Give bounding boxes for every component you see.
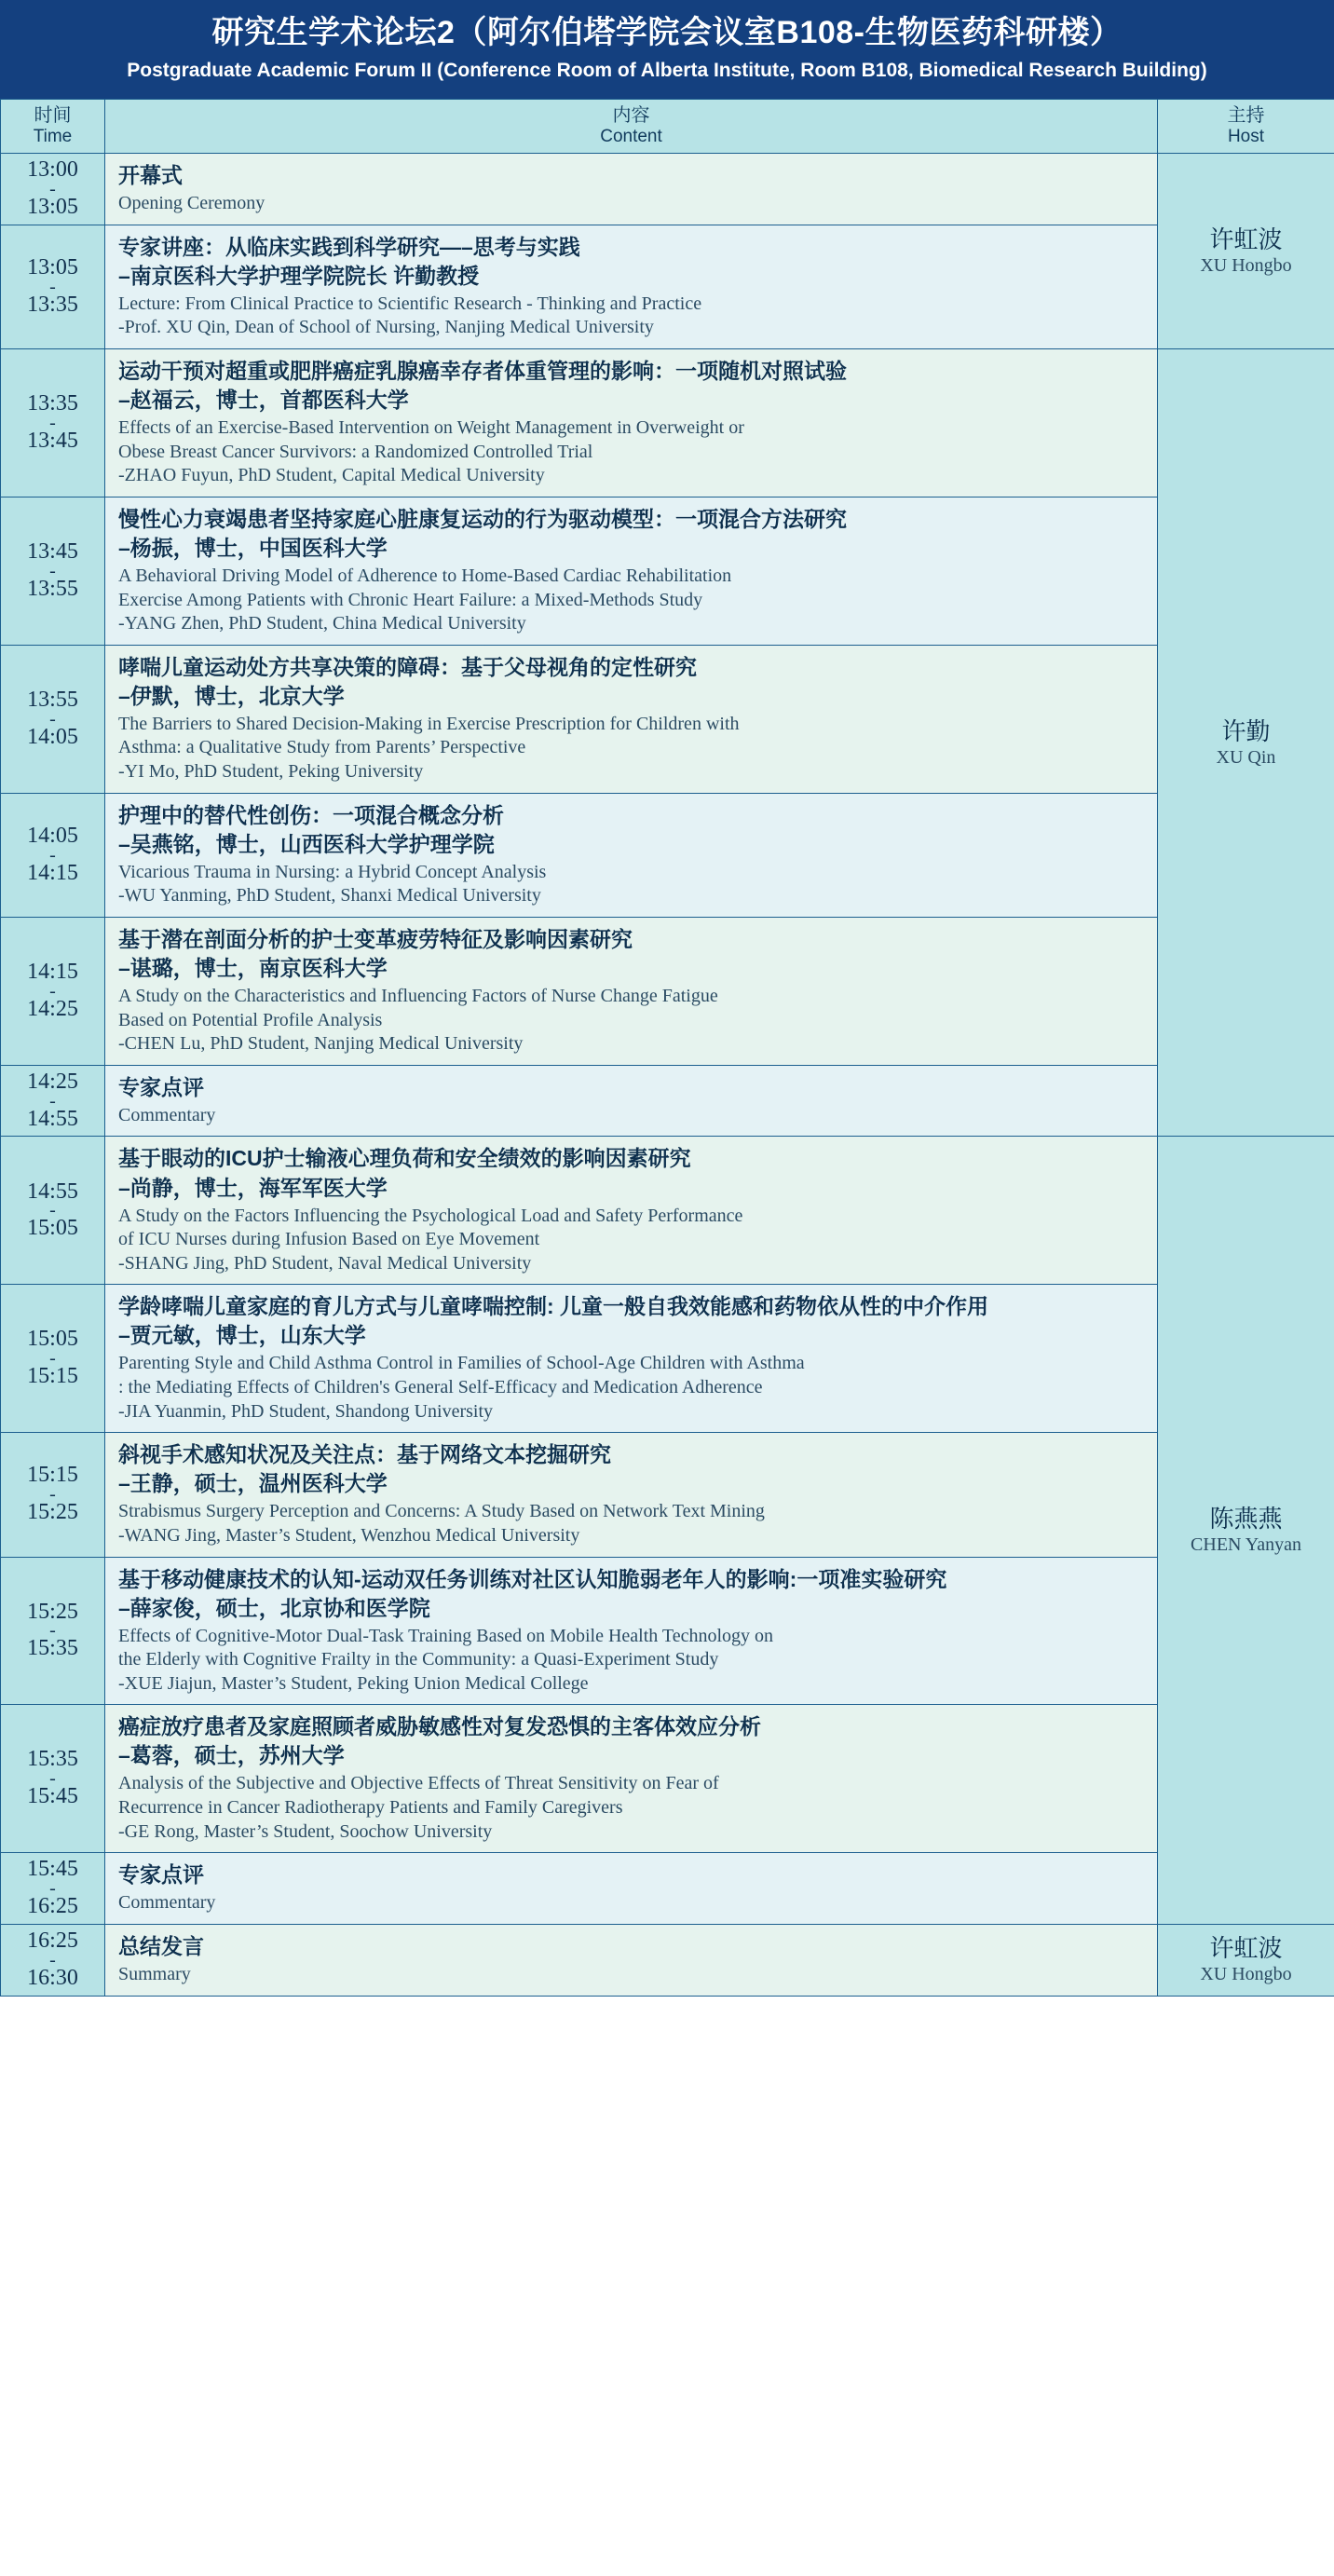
session-title-cn: 基于眼动的ICU护士输液心理负荷和安全绩效的影响因素研究	[118, 1146, 691, 1171]
session-title-cn: 慢性心力衰竭患者坚持家庭心脏康复运动的行为驱动模型：一项混合方法研究	[118, 506, 847, 531]
column-header-content-cn: 内容	[612, 105, 650, 127]
agenda-row	[1, 1705, 1334, 1853]
session-start-time: 15:05	[27, 1327, 78, 1352]
session-speaker-cn: –薛家俊，硕士，北京协和医学院	[118, 1595, 430, 1620]
session-speaker-cn: –葛蓉，硕士，苏州大学	[118, 1743, 345, 1768]
time-separator: -	[49, 1949, 56, 1970]
session-title-cn: 斜视手术感知状况及关注点：基于网络文本挖掘研究	[118, 1442, 611, 1467]
session-end-time: 15:15	[27, 1364, 78, 1389]
time-separator: -	[49, 1090, 56, 1111]
page-title-en: Postgraduate Academic Forum II (Conference Room of Alberta Institute, Room B108, Biomedical Research Building)	[127, 60, 1207, 82]
agenda-row	[1, 1853, 1334, 1925]
column-header-content-en: Content	[600, 127, 662, 147]
agenda-table	[0, 99, 1334, 1996]
session-title-en: Effects of Cognitive-Motor Dual-Task Training Based on Mobile Health Technology on	[118, 1625, 774, 1646]
session-title-cn: 运动干预对超重或肥胖癌症乳腺癌幸存者体重管理的影响：一项随机对照试验	[118, 359, 847, 384]
session-end-time: 16:30	[27, 1965, 78, 1990]
session-content	[105, 645, 1158, 793]
session-content	[105, 154, 1158, 225]
column-header-host-cn: 主持	[1227, 105, 1265, 127]
time-separator: -	[49, 178, 56, 199]
session-title-en: Opening Ceremony	[118, 193, 265, 214]
session-host	[1158, 1137, 1334, 1924]
session-host	[1158, 154, 1334, 349]
session-host	[1158, 349, 1334, 1137]
session-title-cn: 基于移动健康技术的认知-运动双任务训练对社区认知脆弱老年人的影响:一项准实验研究	[118, 1566, 947, 1591]
session-time	[1, 917, 105, 1065]
session-time	[1, 1065, 105, 1137]
session-content	[105, 1065, 1158, 1137]
session-speaker-en: -WU Yanming, PhD Student, Shanxi Medical University	[118, 885, 541, 906]
session-start-time: 13:45	[27, 538, 78, 564]
session-title-cn: 开幕式	[118, 163, 183, 188]
session-content	[105, 1285, 1158, 1433]
time-separator: -	[49, 708, 56, 729]
session-speaker-en: -ZHAO Fuyun, PhD Student, Capital Medical University	[118, 465, 545, 486]
session-speaker-cn: –杨振，博士，中国医科大学	[118, 535, 388, 560]
session-title-en: Strabismus Surgery Perception and Concerns: A Study Based on Network Text Mining	[118, 1501, 765, 1522]
session-end-time: 15:35	[27, 1636, 78, 1661]
session-title-en: The Barriers to Shared Decision-Making in Exercise Prescription for Children with	[118, 713, 740, 734]
session-title-en: Asthma: a Qualitative Study from Parents’ Perspective	[118, 737, 526, 758]
session-content	[105, 793, 1158, 917]
session-start-time: 15:25	[27, 1599, 78, 1624]
session-speaker-en: -YI Mo, PhD Student, Peking University	[118, 761, 424, 783]
session-start-time: 15:15	[27, 1463, 78, 1488]
session-title-en: Analysis of the Subjective and Objective Effects of Threat Sensitivity on Fear of	[118, 1773, 719, 1794]
session-speaker-en: -XUE Jiajun, Master’s Student, Peking Union Medical College	[118, 1672, 589, 1694]
session-content	[105, 1137, 1158, 1285]
session-title-en: Based on Potential Profile Analysis	[118, 1009, 383, 1030]
agenda-row	[1, 1433, 1334, 1557]
host-name-en: XU Hongbo	[1200, 255, 1292, 277]
session-start-time: 14:15	[27, 959, 78, 984]
session-content	[105, 1557, 1158, 1705]
session-time	[1, 1705, 105, 1853]
host-name-en: XU Hongbo	[1200, 1964, 1292, 1985]
session-title-cn: 护理中的替代性创伤：一项混合概念分析	[118, 802, 504, 827]
session-title-en: Obese Breast Cancer Survivors: a Randomized Controlled Trial	[118, 441, 593, 462]
time-separator: -	[49, 1878, 56, 1900]
session-title-en: Parenting Style and Child Asthma Control in Families of School-Age Children with Asthma	[118, 1353, 805, 1374]
page-title-cn: 研究生学术论坛2（阿尔伯塔学院会议室B108-生物医药科研楼）	[211, 15, 1123, 50]
column-header-time	[1, 100, 105, 154]
session-end-time: 14:55	[27, 1106, 78, 1131]
session-title-en: A Study on the Factors Influencing the Psychological Load and Safety Performance	[118, 1205, 743, 1226]
session-start-time: 14:55	[27, 1179, 78, 1204]
column-header-host-en: Host	[1227, 127, 1265, 147]
session-speaker-cn: –南京医科大学护理学院院长 许勤教授	[118, 263, 480, 288]
session-start-time: 13:00	[27, 157, 78, 183]
session-end-time: 13:35	[27, 292, 78, 317]
session-end-time: 15:05	[27, 1216, 78, 1241]
session-end-time: 14:25	[27, 996, 78, 1021]
time-separator: -	[49, 276, 56, 297]
host-name-cn: 许虹波	[1209, 225, 1283, 253]
session-end-time: 16:25	[27, 1894, 78, 1919]
session-time	[1, 1853, 105, 1925]
agenda-row	[1, 1557, 1334, 1705]
time-separator: -	[49, 1484, 56, 1506]
session-end-time: 13:45	[27, 428, 78, 453]
session-content	[105, 225, 1158, 348]
session-title-en: A Study on the Characteristics and Influencing Factors of Nurse Change Fatigue	[118, 986, 718, 1007]
session-speaker-en: -JIA Yuanmin, PhD Student, Shandong University	[118, 1400, 494, 1422]
session-time	[1, 1924, 105, 1996]
session-host	[1158, 1924, 1334, 1996]
session-title-en: Summary	[118, 1963, 191, 1984]
page-header	[0, 0, 1334, 99]
time-separator: -	[49, 980, 56, 1002]
session-time	[1, 645, 105, 793]
session-speaker-cn: –谌璐，博士，南京医科大学	[118, 956, 388, 980]
session-start-time: 13:35	[27, 391, 78, 416]
session-speaker-en: -WANG Jing, Master’s Student, Wenzhou Medical University	[118, 1524, 580, 1546]
session-title-en: Commentary	[118, 1104, 216, 1125]
session-content	[105, 1924, 1158, 1996]
session-title-en: Lecture: From Clinical Practice to Scientific Research - Thinking and Practice	[118, 293, 702, 314]
session-title-en: Exercise Among Patients with Chronic Heart Failure: a Mixed-Methods Study	[118, 589, 703, 610]
session-title-cn: 哮喘儿童运动处方共享决策的障碍：基于父母视角的定性研究	[118, 654, 697, 679]
session-end-time: 15:25	[27, 1500, 78, 1525]
agenda-row	[1, 349, 1334, 497]
time-separator: -	[49, 844, 56, 865]
time-separator: -	[49, 1200, 56, 1221]
agenda-row	[1, 225, 1334, 348]
session-title-en: Recurrence in Cancer Radiotherapy Patients and Family Caregivers	[118, 1797, 623, 1819]
session-title-en: Commentary	[118, 1892, 216, 1914]
session-content	[105, 1853, 1158, 1925]
session-speaker-cn: –吴燕铭，博士，山西医科大学护理学院	[118, 831, 495, 856]
session-time	[1, 225, 105, 348]
session-content	[105, 349, 1158, 497]
session-end-time: 13:05	[27, 194, 78, 219]
agenda-row	[1, 154, 1334, 225]
session-content	[105, 917, 1158, 1065]
agenda-row	[1, 1924, 1334, 1996]
session-start-time: 13:05	[27, 255, 78, 279]
column-header-host	[1158, 100, 1334, 154]
agenda-row	[1, 1065, 1334, 1137]
session-speaker-en: -SHANG Jing, PhD Student, Naval Medical University	[118, 1252, 532, 1274]
session-title-cn: 总结发言	[118, 1933, 204, 1958]
column-header-time-cn: 时间	[34, 105, 72, 127]
session-start-time: 13:55	[27, 687, 78, 712]
session-title-cn: 基于潜在剖面分析的护士变革疲劳特征及影响因素研究	[118, 926, 633, 951]
session-start-time: 15:45	[27, 1857, 78, 1882]
session-speaker-cn: –尚静，博士，海军军医大学	[118, 1175, 388, 1200]
time-separator: -	[49, 412, 56, 433]
session-speaker-en: -CHEN Lu, PhD Student, Nanjing Medical University	[118, 1033, 524, 1055]
session-end-time: 14:05	[27, 724, 78, 749]
session-start-time: 14:25	[27, 1069, 78, 1094]
session-title-en: of ICU Nurses during Infusion Based on Eye Movement	[118, 1229, 540, 1250]
session-speaker-cn: –赵福云，博士，首都医科大学	[118, 388, 409, 413]
host-name-en: CHEN Yanyan	[1191, 1534, 1301, 1556]
session-time	[1, 1433, 105, 1557]
session-start-time: 15:35	[27, 1747, 78, 1772]
agenda-row	[1, 497, 1334, 645]
time-separator: -	[49, 1620, 56, 1642]
session-end-time: 13:55	[27, 576, 78, 601]
session-speaker-en: -Prof. XU Qin, Dean of School of Nursing, Nanjing Medical University	[118, 317, 654, 338]
agenda-row	[1, 1285, 1334, 1433]
session-content	[105, 1433, 1158, 1557]
session-time	[1, 154, 105, 225]
session-title-en: the Elderly with Cognitive Frailty in the Community: a Quasi-Experiment Study	[118, 1649, 719, 1670]
session-title-en: A Behavioral Driving Model of Adherence to Home-Based Cardiac Rehabilitation	[118, 566, 732, 587]
session-title-cn: 专家讲座：从临床实践到科学研究—–思考与实践	[118, 234, 580, 259]
host-name-cn: 陈燕燕	[1209, 1505, 1283, 1533]
host-name-cn: 许虹波	[1209, 1934, 1283, 1963]
session-title-cn: 癌症放疗患者及家庭照顾者威胁敏感性对复发恐惧的主客体效应分析	[118, 1714, 761, 1739]
session-time	[1, 1285, 105, 1433]
session-time	[1, 349, 105, 497]
session-title-cn: 专家点评	[118, 1862, 204, 1888]
session-time	[1, 1137, 105, 1285]
column-header-content	[105, 100, 1158, 154]
session-title-en: : the Mediating Effects of Children's General Self-Efficacy and Medication Adherence	[118, 1377, 763, 1398]
time-separator: -	[49, 1348, 56, 1370]
agenda-row	[1, 645, 1334, 793]
session-speaker-en: -GE Rong, Master’s Student, Soochow University	[118, 1820, 493, 1842]
session-time	[1, 793, 105, 917]
agenda-row	[1, 917, 1334, 1065]
session-content	[105, 1705, 1158, 1853]
table-header-row	[1, 100, 1334, 154]
session-title-en: Effects of an Exercise-Based Intervention on Weight Management in Overweight or	[118, 417, 744, 439]
session-end-time: 14:15	[27, 860, 78, 885]
session-end-time: 15:45	[27, 1784, 78, 1809]
session-start-time: 16:25	[27, 1928, 78, 1953]
time-separator: -	[49, 1768, 56, 1790]
session-speaker-cn: –王静，硕士，温州医科大学	[118, 1471, 388, 1496]
column-header-time-en: Time	[33, 127, 73, 147]
session-title-cn: 专家点评	[118, 1074, 204, 1099]
agenda-row	[1, 793, 1334, 917]
session-speaker-cn: –贾元敏，博士，山东大学	[118, 1323, 366, 1348]
time-separator: -	[49, 560, 56, 581]
session-start-time: 14:05	[27, 823, 78, 848]
agenda-row	[1, 1137, 1334, 1285]
session-time	[1, 497, 105, 645]
session-speaker-en: -YANG Zhen, PhD Student, China Medical University	[118, 613, 526, 634]
session-speaker-cn: –伊默，博士，北京大学	[118, 683, 345, 708]
session-time	[1, 1557, 105, 1705]
session-content	[105, 497, 1158, 645]
session-title-en: Vicarious Trauma in Nursing: a Hybrid Concept Analysis	[118, 861, 547, 882]
host-name-en: XU Qin	[1216, 746, 1276, 768]
host-name-cn: 许勤	[1221, 716, 1271, 745]
session-title-cn: 学龄哮喘儿童家庭的育儿方式与儿童哮喘控制: 儿童一般自我效能感和药物依从性的中介作用	[118, 1294, 989, 1319]
